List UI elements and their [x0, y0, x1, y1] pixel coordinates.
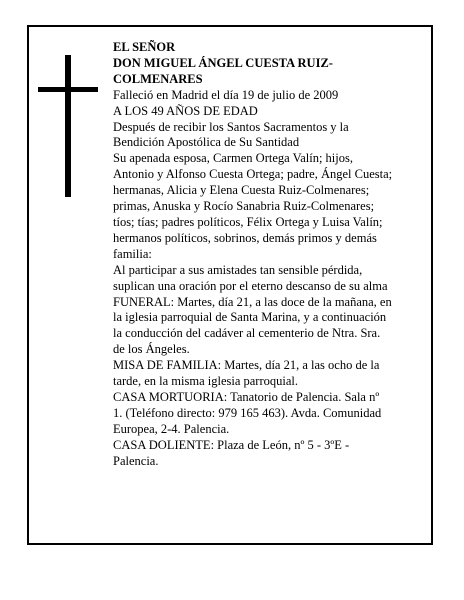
family-line: hermanas, Alicia y Elena Cuesta Ruiz-Colmenares;	[113, 183, 370, 198]
sacraments-line: Bendición Apostólica de Su Santidad	[113, 135, 300, 150]
funeral-line: la conducción del cadáver al cementerio de Ntra. Sra.	[113, 326, 381, 341]
request-line: suplican una oración por el eterno descanso de su alma	[113, 278, 388, 293]
family-line: Su apenada esposa, Carmen Ortega Valín; hijos,	[113, 151, 353, 166]
death-date-line: Falleció en Madrid el día 19 de julio de 2009	[113, 87, 339, 102]
funeral-line: la iglesia parroquial de Santa Marina, y a continuación	[113, 310, 387, 325]
mortuary-line: Europea, 2-4. Palencia.	[113, 421, 230, 436]
cross-horizontal-bar	[38, 87, 98, 92]
funeral-line: FUNERAL: Martes, día 21, a las doce de la mañana, en	[113, 294, 392, 309]
family-line: familia:	[113, 246, 152, 261]
age-line: A LOS 49 AÑOS DE EDAD	[113, 103, 258, 118]
family-line: primas, Anuska y Rocío Sanabria Ruiz-Colmenares;	[113, 199, 375, 214]
obituary-text	[113, 40, 419, 469]
mortuary-line: 1. (Teléfono directo: 979 165 463). Avda. Comunidad	[113, 405, 382, 420]
family-mass-line: tarde, en la misma iglesia parroquial.	[113, 374, 299, 389]
family-mass-line: MISA DE FAMILIA: Martes, día 21, a las ocho de la	[113, 358, 380, 373]
family-line: tíos; tías; padres políticos, Félix Ortega y Luisa Valín;	[113, 214, 383, 229]
family-line: hermanos políticos, sobrinos, demás primos y demás	[113, 230, 377, 245]
sacraments-line: Después de recibir los Santos Sacramentos y la	[113, 119, 349, 134]
mourning-house-line: Palencia.	[113, 453, 159, 468]
cross-vertical-bar	[65, 55, 71, 197]
heading-title: EL SEÑOR	[113, 40, 176, 54]
deceased-name-line-2: COLMENARES	[113, 71, 203, 86]
mourning-house-line: CASA DOLIENTE: Plaza de León, nº 5 - 3ºE -	[113, 437, 350, 452]
cross-icon	[38, 55, 98, 197]
funeral-line: de los Ángeles.	[113, 342, 190, 357]
family-line: Antonio y Alfonso Cuesta Ortega; padre, Ángel Cuesta;	[113, 167, 393, 182]
deceased-name-line-1: DON MIGUEL ÁNGEL CUESTA RUIZ-	[113, 55, 333, 70]
mortuary-line: CASA MORTUORIA: Tanatorio de Palencia. Sala nº	[113, 389, 380, 404]
request-line: Al participar a sus amistades tan sensible pérdida,	[113, 262, 363, 277]
